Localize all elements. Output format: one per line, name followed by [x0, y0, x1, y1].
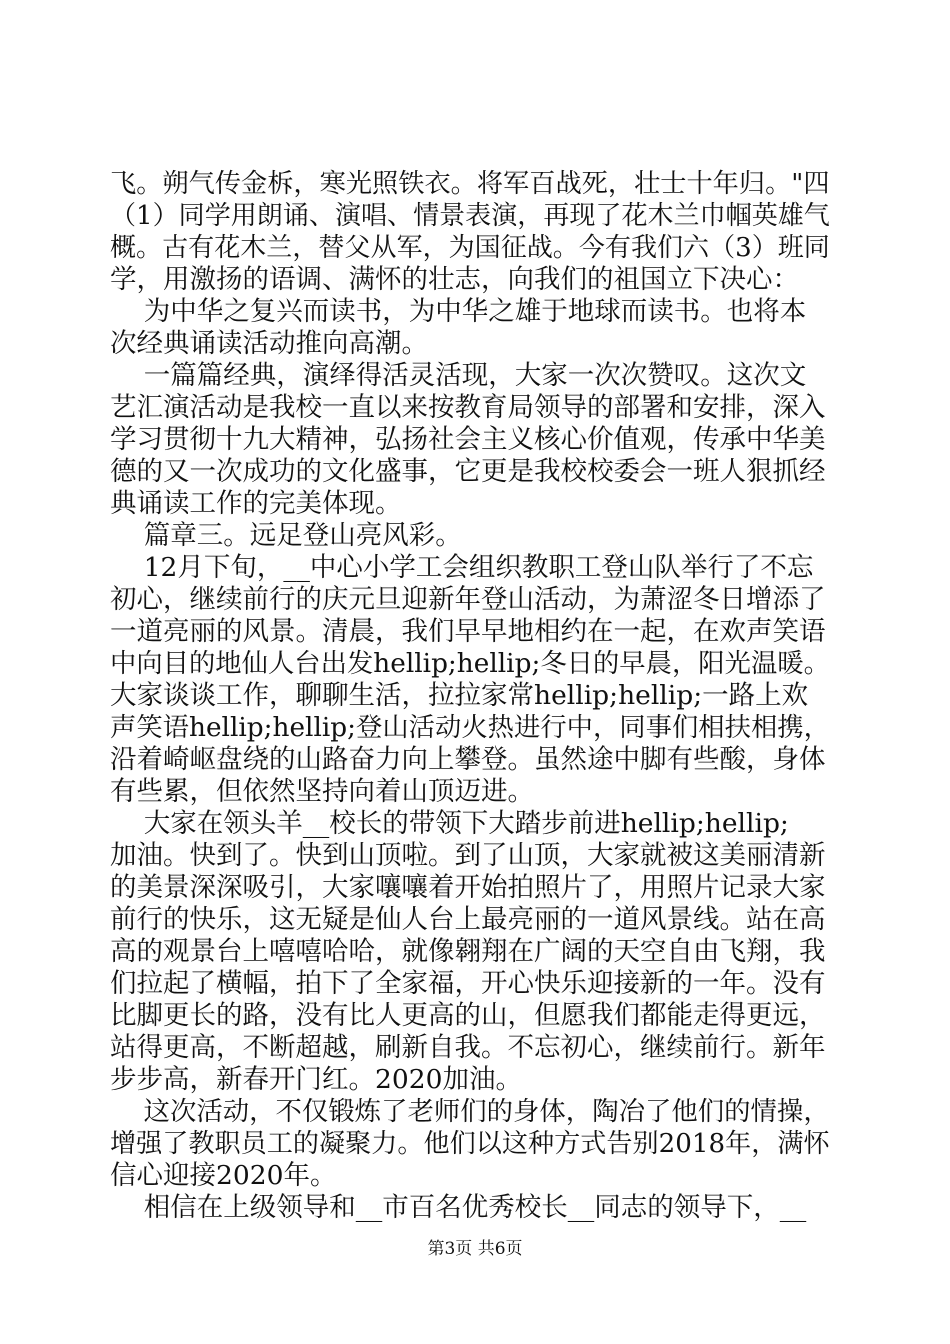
text-line: 为中华之复兴而读书，为中华之雄于地球而读书。也将本 — [110, 296, 807, 327]
text-line: 信心迎接2020年。 — [110, 1160, 337, 1191]
text-line: 前行的快乐，这无疑是仙人台上最亮丽的一道风景线。站在高 — [110, 904, 826, 935]
text-line: 加油。快到了。快到山顶啦。到了山顶，大家就被这美丽清新 — [110, 840, 826, 871]
text-line: 比脚更长的路，没有比人更高的山，但愿我们都能走得更远， — [110, 1000, 826, 1031]
text-line: 大家谈谈工作，聊聊生活，拉拉家常hellip;hellip;一路上欢 — [110, 680, 809, 711]
text-line: 飞。朔气传金柝，寒光照铁衣。将军百战死，壮士十年归。"四 — [110, 169, 830, 199]
text-line: 这次活动，不仅锻炼了老师们的身体，陶冶了他们的情操， — [110, 1096, 830, 1127]
text-line: 站得更高，不断超越，刷新自我。不忘初心，继续前行。新年 — [110, 1032, 826, 1063]
text-line: 增强了教职员工的凝聚力。他们以这种方式告别2018年，满怀 — [110, 1129, 830, 1159]
text-line: 大家在领头羊__校长的带领下大踏步前进hellip;hellip; — [110, 808, 789, 839]
text-line: 德的又一次成功的文化盛事，它更是我校校委会一班人狠抓经 — [110, 456, 826, 487]
text-line: 步步高，新春开门红。2020加油。 — [110, 1064, 522, 1095]
text-line: 概。古有花木兰，替父从军，为国征战。今有我们六（3）班同 — [110, 233, 830, 263]
text-line: 次经典诵读活动推向高潮。 — [110, 328, 428, 359]
page-number: 第3页 共6页 — [427, 1239, 523, 1259]
text-line: 声笑语hellip;hellip;登山活动火热进行中，同事们相扶相携， — [110, 713, 830, 743]
text-line: 一篇篇经典，演绎得活灵活现，大家一次次赞叹。这次文 — [110, 360, 807, 391]
text-line: 学习贯彻十九大精神，弘扬社会主义核心价值观，传承中华美 — [110, 424, 826, 455]
text-line: 艺汇演活动是我校一直以来按教育局领导的部署和安排，深入 — [110, 392, 826, 423]
text-line: 12月下旬，__中心小学工会组织教职工登山队举行了不忘 — [110, 552, 814, 583]
text-line: 一道亮丽的风景。清晨，我们早早地相约在一起，在欢声笑语 — [110, 616, 826, 647]
section-heading: 篇章三。远足登山亮风彩。 — [110, 520, 462, 551]
text-line: （1）同学用朗诵、演唱、情景表演，再现了花木兰巾帼英雄气 — [110, 201, 830, 231]
text-line: 沿着崎岖盘绕的山路奋力向上攀登。虽然途中脚有些酸，身体 — [110, 744, 826, 775]
text-line: 们拉起了横幅，拍下了全家福，开心快乐迎接新的一年。没有 — [110, 968, 826, 999]
text-line: 高的观景台上嘻嘻哈哈，就像翱翔在广阔的天空自由飞翔，我 — [110, 936, 826, 967]
text-line: 中向目的地仙人台出发hellip;hellip;冬日的早晨，阳光温暖。 — [110, 649, 830, 679]
text-line: 相信在上级领导和__市百名优秀校长__同志的领导下，__ — [110, 1192, 807, 1223]
text-line: 学，用激扬的语调、满怀的壮志，向我们的祖国立下决心： — [110, 264, 799, 295]
text-line: 的美景深深吸引，大家嚷嚷着开始拍照片了，用照片记录大家 — [110, 872, 826, 903]
text-line: 有些累，但依然坚持向着山顶迈进。 — [110, 776, 534, 807]
text-line: 典诵读工作的完美体现。 — [110, 488, 402, 519]
text-line: 初心，继续前行的庆元旦迎新年登山活动，为萧涩冬日增添了 — [110, 584, 826, 615]
